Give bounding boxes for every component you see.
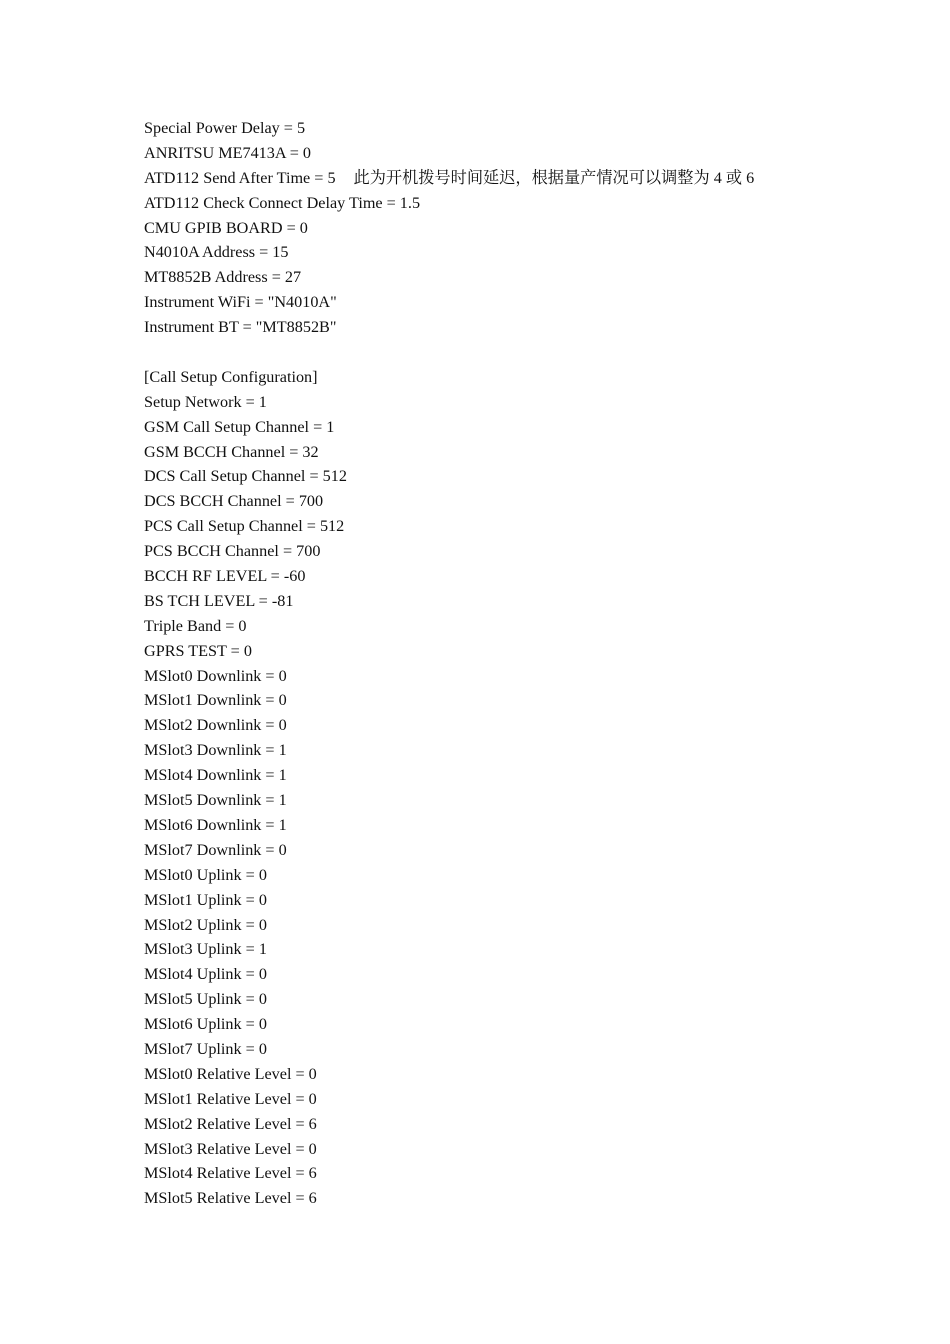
config-line: MSlot2 Downlink = 0 xyxy=(144,716,287,735)
atd112-note: 此为开机拨号时间延迟，根据量产情况可以调整为 4 或 6 xyxy=(353,168,755,187)
config-line: DCS Call Setup Channel = 512 xyxy=(144,467,347,486)
config-line: MSlot3 Downlink = 1 xyxy=(144,741,287,760)
config-line: MSlot5 Relative Level = 6 xyxy=(144,1189,317,1208)
config-line: MSlot3 Uplink = 1 xyxy=(144,940,267,959)
config-line-mt8852b-address: MT8852B Address = 27 xyxy=(144,268,302,287)
config-line-instrument-bt: Instrument BT = "MT8852B" xyxy=(144,318,337,337)
config-line-atd112-send-after-time xyxy=(144,166,904,191)
config-line: MSlot7 Uplink = 0 xyxy=(144,1039,267,1058)
blank-line xyxy=(144,340,904,365)
config-line: MSlot5 Uplink = 0 xyxy=(144,990,267,1009)
config-line: MSlot1 Uplink = 0 xyxy=(144,890,267,909)
config-line: Setup Network = 1 xyxy=(144,392,267,411)
config-line: MSlot0 Relative Level = 0 xyxy=(144,1064,317,1083)
config-line: Triple Band = 0 xyxy=(144,616,247,635)
section-header: [Call Setup Configuration] xyxy=(144,367,318,386)
config-line: MSlot6 Downlink = 1 xyxy=(144,815,287,834)
config-line: MSlot2 Uplink = 0 xyxy=(144,915,267,934)
config-line-special-power-delay: Special Power Delay = 5 xyxy=(144,119,306,137)
config-line-cmu-gpib-board: CMU GPIB BOARD = 0 xyxy=(144,218,308,237)
config-line: MSlot4 Downlink = 1 xyxy=(144,766,287,785)
config-line: MSlot6 Uplink = 0 xyxy=(144,1015,267,1034)
config-line: GSM Call Setup Channel = 1 xyxy=(144,417,335,436)
config-line: MSlot2 Relative Level = 6 xyxy=(144,1114,317,1133)
config-line: MSlot3 Relative Level = 0 xyxy=(144,1139,317,1158)
config-line: MSlot0 Downlink = 0 xyxy=(144,666,287,685)
config-line-anritsu-me7413a: ANRITSU ME7413A = 0 xyxy=(144,143,311,162)
config-line: GSM BCCH Channel = 32 xyxy=(144,442,319,461)
config-line-instrument-wifi: Instrument WiFi = "N4010A" xyxy=(144,293,337,312)
config-line: MSlot1 Relative Level = 0 xyxy=(144,1089,317,1108)
config-line: PCS Call Setup Channel = 512 xyxy=(144,517,345,536)
config-line: BS TCH LEVEL = -81 xyxy=(144,591,294,610)
config-line: MSlot4 Relative Level = 6 xyxy=(144,1164,317,1183)
config-line: GPRS TEST = 0 xyxy=(144,641,252,660)
config-line: MSlot4 Uplink = 0 xyxy=(144,965,267,984)
config-line: BCCH RF LEVEL = -60 xyxy=(144,567,306,586)
config-line: MSlot1 Downlink = 0 xyxy=(144,691,287,710)
config-line: DCS BCCH Channel = 700 xyxy=(144,492,324,511)
config-line: PCS BCCH Channel = 700 xyxy=(144,542,321,561)
config-line-n4010a-address: N4010A Address = 15 xyxy=(144,243,289,262)
config-line-atd112-send-after-time-text: ATD112 Send After Time = 5 xyxy=(144,168,336,187)
config-line-atd112-check-connect-delay: ATD112 Check Connect Delay Time = 1.5 xyxy=(144,193,421,212)
config-line: MSlot7 Downlink = 0 xyxy=(144,840,287,859)
config-line: MSlot5 Downlink = 1 xyxy=(144,791,287,810)
config-line: MSlot0 Uplink = 0 xyxy=(144,865,267,884)
config-text xyxy=(144,116,904,1211)
